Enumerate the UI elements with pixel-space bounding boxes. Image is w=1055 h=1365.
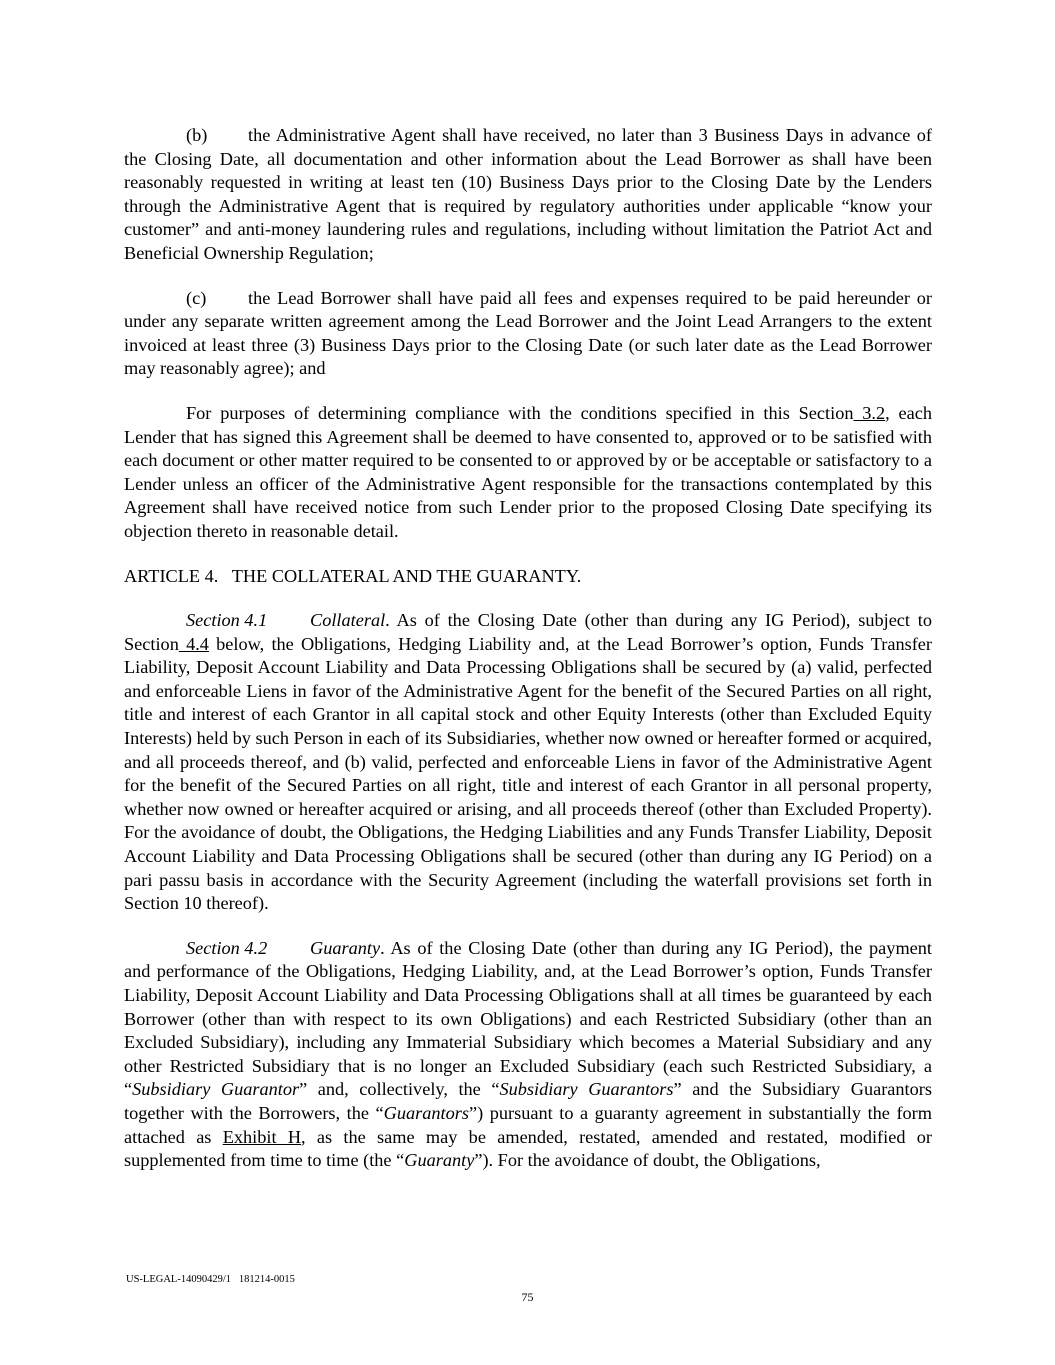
section-4-2-text-1: . As of the Closing Date (other than during any IG Period), the payment and performance of the Obligations, Hedging Liability, and, at the Lead Borrower’s option, Funds Transfer Liability, Deposit Account Liability and Data Processing Obligations shall at all times be guaranteed by each Borrower (other than with respect to its own Obligations) and each Restricted Subsidiary (other than an Excluded Subsidiary), including any Immaterial Subsidiary which becomes a Material Subsidiary and any other Restricted Subsidiary that is no longer an Excluded Subsidiary (each such Restricted Subsidiary, a “ <box>124 937 932 1100</box>
section-4-1-number: Section 4.1 <box>186 610 268 631</box>
section-4-2-text-2: ” and, collectively, the “ <box>299 1079 500 1100</box>
section-3-2-reference: 3.2 <box>853 402 886 423</box>
section-4-2 <box>124 937 932 1173</box>
section-4-2-text-6: ”). For the avoidance of doubt, the Obligations, <box>474 1150 821 1171</box>
purposes-text-after: , each Lender that has signed this Agreement shall be deemed to have consented to, approved or to be satisfied with each document or other matter required to be consented to or approved by or be acceptable or satisfactory to a Lender unless an officer of the Administrative Agent responsible for the transactions contemplated by this Agreement shall have received notice from such Lender prior to the proposed Closing Date specifying its objection thereto in reasonable detail. <box>124 402 932 541</box>
term-guaranty: Guaranty <box>404 1150 475 1171</box>
paragraph-b <box>124 124 932 266</box>
section-4-2-text-5: , as the same may be amended, restated, amended and restated, modified or supplemented from time to time (the “ <box>124 1126 932 1171</box>
page-number: 75 <box>521 1290 534 1304</box>
footer-document-id: US-LEGAL-14090429/1 181214-0015 <box>126 1274 295 1285</box>
term-guarantors: Guarantors <box>383 1102 469 1123</box>
section-4-2-title: Guaranty <box>310 937 381 958</box>
document-body <box>124 124 932 1173</box>
paragraph-c-text: the Lead Borrower shall have paid all fees and expenses required to be paid hereunder or under any separate written agreement among the Lead Borrower and the Joint Lead Arrangers to the extent invoiced at least three (3) Business Days prior to the Closing Date (or such later date as the Lead Borrower may reasonably agree); and <box>124 287 932 379</box>
section-4-2-text-4: ”) pursuant to a guaranty agreement in substantially the form attached as <box>124 1102 932 1147</box>
paragraph-b-label: (b) <box>186 125 208 145</box>
article-4-heading: ARTICLE 4. THE COLLATERAL AND THE GUARANTY. <box>124 565 582 586</box>
section-4-1-text-2: below, the Obligations, Hedging Liability and, at the Lead Borrower’s option, Funds Transfer Liability, Deposit Account Liability and Data Processing Obligations shall be secured by (a) valid, perfected and enforceable Liens in favor of the Administrative Agent for the benefit of the Secured Parties on all right, title and interest of each Grantor in all capital stock and other Equity Interests (other than Excluded Equity Interests) held by such Person in each of its Subsidiaries, whether now owned or hereafter formed or acquired, and all proceeds thereof, and (b) valid, perfected and enforceable Liens in favor of the Administrative Agent for the benefit of the Secured Parties on all right, title and interest of each Grantor in all personal property, whether now owned or hereafter acquired or arising, and all proceeds thereof (other than Excluded Property). For the avoidance of doubt, the Obligations, the Hedging Liabilities and any Funds Transfer Liability, Deposit Account Liability and Data Processing Obligations shall be secured (other than during any IG Period) on a pari passu basis in accordance with the Security Agreement (including the waterfall provisions set forth in Section 10 thereof). <box>124 633 933 914</box>
section-4-1-title: Collateral <box>310 610 386 631</box>
purposes-text-before: For purposes of determining compliance with the conditions specified in this Section <box>186 402 854 423</box>
paragraph-purposes <box>124 402 932 544</box>
section-4-4-reference: 4.4 <box>178 633 209 654</box>
section-4-2-text-3: ” and the Subsidiary Guarantors together with the Borrowers, the “ <box>124 1079 932 1123</box>
term-subsidiary-guarantor: Subsidiary Guarantor <box>132 1079 300 1100</box>
paragraph-b-text: the Administrative Agent shall have received, no later than 3 Business Days in advance of the Closing Date, all documentation and other information about the Lead Borrower as shall have been reasonably requested in writing at least ten (10) Business Days prior to the Closing Date by the Lenders through the Administrative Agent that is required by regulatory authorities under applicable “know your customer” and anti-money laundering rules and regulations, including without limitation the Patriot Act and Beneficial Ownership Regulation; <box>124 125 932 263</box>
term-subsidiary-guarantors: Subsidiary Guarantors <box>499 1079 674 1100</box>
section-4-2-number: Section 4.2 <box>186 937 268 958</box>
section-4-1 <box>124 609 932 916</box>
paragraph-c-label: (c) <box>186 287 207 308</box>
exhibit-h-reference: Exhibit H <box>222 1126 302 1147</box>
paragraph-c <box>124 287 932 381</box>
section-4-1-text-1: . As of the Closing Date (other than during any IG Period), subject to Section <box>124 610 932 654</box>
